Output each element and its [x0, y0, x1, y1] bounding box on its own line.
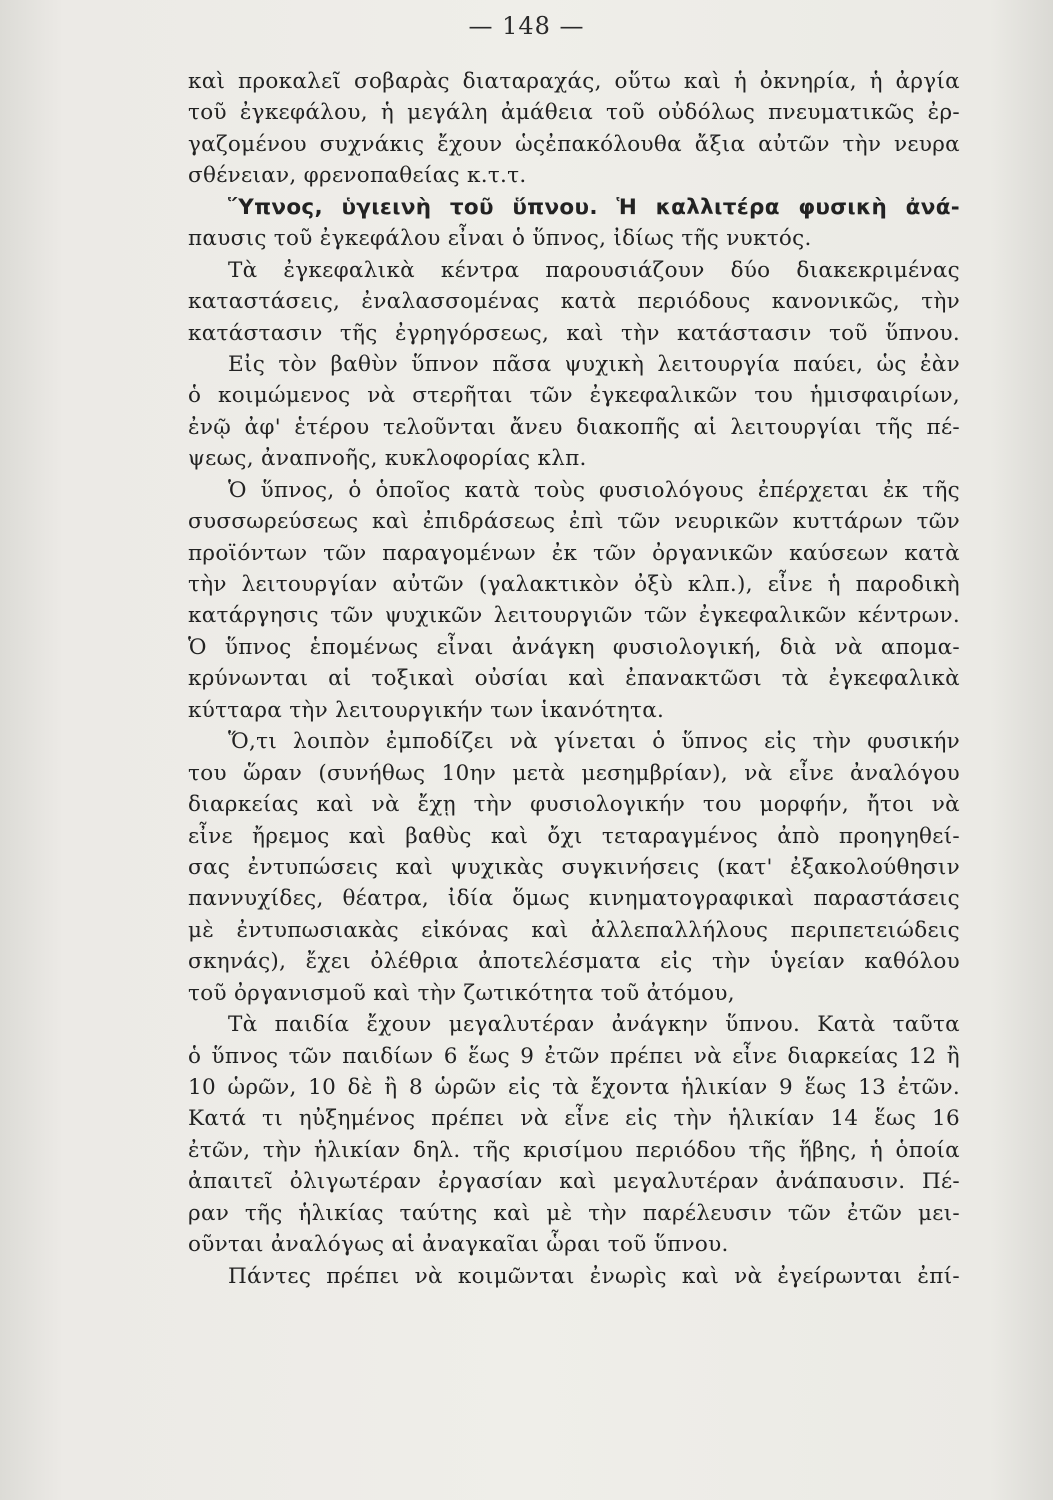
text-line: σθένειαν, φρενοπαθείας κ.τ.τ. [188, 163, 527, 189]
text-line: Τὰ παιδία ἔχουν μεγαλυτέραν ἀνάγκην ὕπνου. Κατὰ ταῦτα [228, 1012, 960, 1038]
text-line: Ὅ,τι λοιπὸν ἐμποδίζει νὰ γίνεται ὁ ὕπνος εἰς τὴν φυσικήν [228, 729, 960, 755]
text-line: κρύνωνται αἱ τοξικαὶ οὐσίαι καὶ ἐπανακτῶσι τὰ ἐγκεφαλικὰ [188, 666, 960, 692]
text-line: ὁ κοιμώμενος νὰ στερῆται τῶν ἐγκεφαλικῶν του ἡμισφαιρίων, [188, 383, 960, 409]
text-line: μὲ ἐντυπωσιακὰς εἰκόνας καὶ ἀλλεπαλλήλους περιπετειώδεις [188, 917, 960, 943]
text-line: ἐνῷ ἀφ' ἑτέρου τελοῦνται ἄνευ διακοπῆς αἱ λειτουργίαι τῆς πέ- [188, 414, 960, 440]
body-text [188, 66, 960, 1292]
text-line: οῦνται ἀναλόγως αἱ ἀναγκαῖαι ὧραι τοῦ ὕπνου. [188, 1232, 729, 1258]
text-line: 10 ὡρῶν, 10 δὲ ἢ 8 ὡρῶν εἰς τὰ ἔχοντα ἡλικίαν 9 ἕως 13 ἐτῶν. [188, 1075, 960, 1100]
text-line: σας ἐντυπώσεις καὶ ψυχικὰς συγκινήσεις (κατ' ἐξακολούθησιν [188, 854, 960, 880]
text-line: ψεως, ἀναπνοῆς, κυκλοφορίας κλπ. [188, 446, 587, 472]
text-line: Κατά τι ηὐξημένος πρέπει νὰ εἶνε εἰς τὴν ἡλικίαν 14 ἕως 16 [188, 1106, 960, 1132]
text-line: καὶ προκαλεῖ σοβαρὰς διαταραχάς, οὕτω καὶ ἡ ὀκνηρία, ἡ ἀργία [188, 69, 960, 94]
text-line: παυσις τοῦ ἐγκεφάλου εἶναι ὁ ὕπνος, ἰδίως τῆς νυκτός. [188, 226, 812, 252]
text-line: παννυχίδες, θέατρα, ἰδία ὅμως κινηματογραφικαὶ παραστάσεις [188, 886, 960, 912]
text-line: ἀπαιτεῖ ὀλιγωτέραν ἐργασίαν καὶ μεγαλυτέραν ἀνάπαυσιν. Πέ- [188, 1169, 960, 1195]
text-line: γαζομένου συχνάκις ἔχουν ὡςἐπακόλουθα ἄξια αὐτῶν τὴν νευρα [188, 131, 960, 157]
text-line: τοῦ ὀργανισμοῦ καὶ τὴν ζωτικότητα τοῦ ἀτόμου, [188, 980, 735, 1006]
text-line: καταστάσεις, ἐναλασσομένας κατὰ περιόδους κανονικῶς, τὴν [188, 289, 960, 315]
text-line: ραν τῆς ἡλικίας ταύτης καὶ μὲ τὴν παρέλευσιν τῶν ἐτῶν μει- [188, 1200, 960, 1226]
section-heading-sleep: Ὕπνος, ὑγιεινὴ τοῦ ὕπνου. Ἡ καλλιτέρα φυσικὴ ἀνά- [228, 194, 960, 220]
text-line: κατάργησις τῶν ψυχικῶν λειτουργιῶν τῶν ἐγκεφαλικῶν κέντρων. [188, 603, 960, 629]
text-line: προϊόντων τῶν παραγομένων ἐκ τῶν ὀργανικῶν καύσεων κατὰ [188, 540, 960, 566]
text-line: τὴν λειτουργίαν αὐτῶν (γαλακτικὸν ὀξὺ κλπ.), εἶνε ἡ παροδικὴ [188, 572, 960, 597]
text-line: κύτταρα τὴν λειτουργικήν των ἱκανότητα. [188, 697, 665, 723]
text-line: κατάστασιν τῆς ἐγρηγόρσεως, καὶ τὴν κατάστασιν τοῦ ὕπνου. [188, 320, 960, 346]
text-line: συσσωρεύσεως καὶ ἐπιδράσεως ἐπὶ τῶν νευρικῶν κυττάρων τῶν [188, 509, 960, 535]
text-line: σκηνάς), ἔχει ὀλέθρια ἀποτελέσματα εἰς τὴν ὑγείαν καθόλου [188, 949, 960, 975]
text-line: Πάντες πρέπει νὰ κοιμῶνται ἐνωρὶς καὶ νὰ ἐγείρωνται ἐπί- [228, 1263, 960, 1289]
text-line: Ὁ ὕπνος, ὁ ὁποῖος κατὰ τοὺς φυσιολόγους ἐπέρχεται ἐκ τῆς [228, 477, 960, 503]
text-line: ἐτῶν, τὴν ἡλικίαν δηλ. τῆς κρισίμου περιόδου τῆς ἥβης, ἡ ὁποία [188, 1137, 960, 1163]
text-line: εἶνε ἤρεμος καὶ βαθὺς καὶ ὄχι τεταραγμένος ἀπὸ προηγηθεί- [188, 823, 960, 849]
text-line: τοῦ ἐγκεφάλου, ἡ μεγάλη ἀμάθεια τοῦ οὐδόλως πνευματικῶς ἐρ- [188, 100, 960, 126]
text-line: διαρκείας καὶ νὰ ἔχῃ τὴν φυσιολογικήν του μορφήν, ἤτοι νὰ [188, 792, 960, 818]
text-line: Ὁ ὕπνος ἑπομένως εἶναι ἀνάγκη φυσιολογική, διὰ νὰ απομα- [188, 634, 960, 660]
text-line: Εἰς τὸν βαθὺν ὕπνον πᾶσα ψυχικὴ λειτουργία παύει, ὡς ἐὰν [228, 351, 960, 377]
text-line: του ὥραν (συνήθως 10ην μετὰ μεσημβρίαν), νὰ εἶνε ἀναλόγου [188, 760, 960, 786]
text-line: ὁ ὕπνος τῶν παιδίων 6 ἕως 9 ἐτῶν πρέπει νὰ εἶνε διαρκείας 12 ἢ [188, 1043, 960, 1069]
page-number: — 148 — [468, 12, 585, 40]
text-line: Τὰ ἐγκεφαλικὰ κέντρα παρουσιάζουν δύο διακεκριμένας [228, 257, 960, 283]
